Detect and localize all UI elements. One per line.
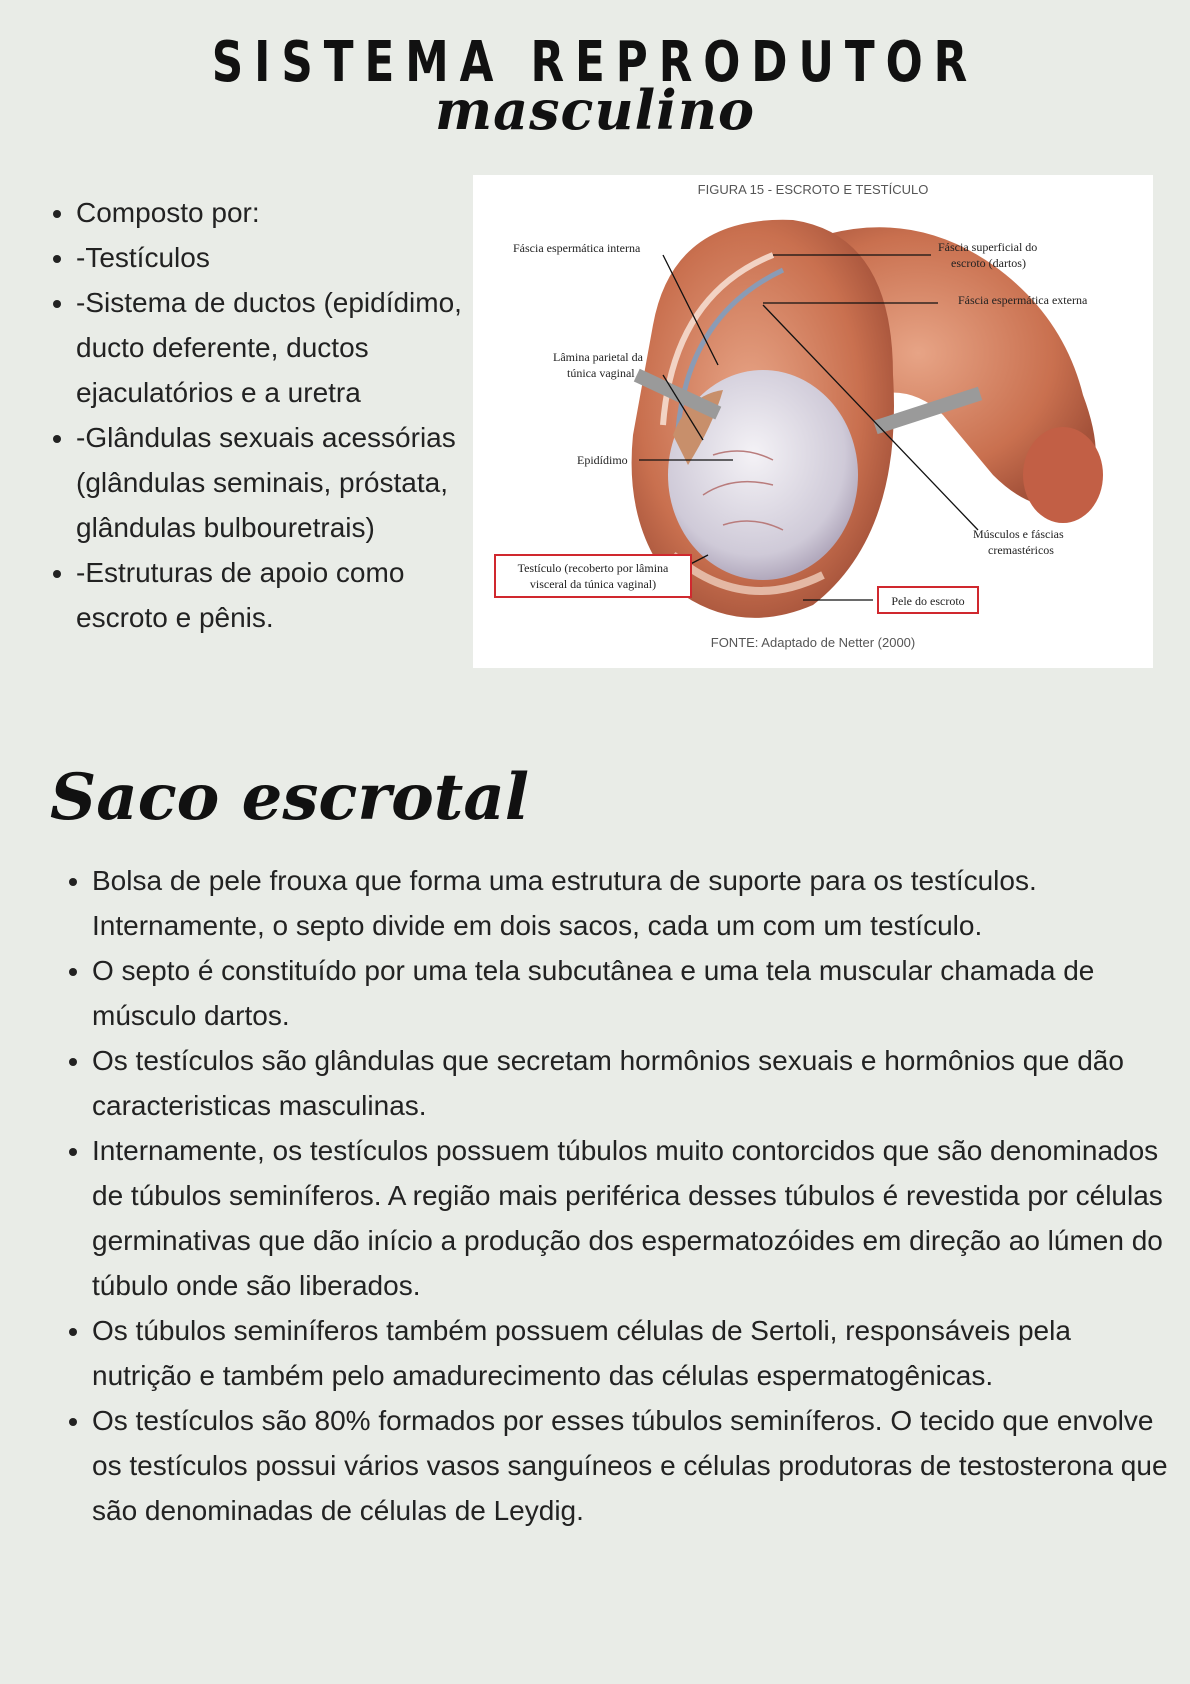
label-lamina-parietal: Lâmina parietal da xyxy=(553,350,643,364)
section-title: Saco escrotal xyxy=(50,760,530,835)
figure-caption: FIGURA 15 - ESCROTO E TESTÍCULO xyxy=(697,182,929,197)
page-title: SISTEMA REPRODUTOR xyxy=(211,30,979,95)
list-item: • Os testículos são 80% formados por esses túbulos seminíferos. O tecido que envolve os testículos possui vários vasos sanguíneos e células produtoras de testosterona que são denominadas de células de Leydig. xyxy=(92,1398,1172,1533)
list-item: • -Estruturas de apoio como escroto e pênis. xyxy=(76,550,496,640)
figure-source: FONTE: Adaptado de Netter (2000) xyxy=(710,635,916,650)
label-lamina-parietal: túnica vaginal xyxy=(567,366,635,380)
list-item: • -Testículos xyxy=(76,235,496,280)
label-fascia-superficial: Fáscia superficial do xyxy=(938,240,1038,254)
list-item: • Bolsa de pele frouxa que forma uma estrutura de suporte para os testículos. Internamente, o septo divide em dois sacos, cada um com um testículo. xyxy=(92,858,1172,948)
list-item: • Composto por: xyxy=(76,190,496,235)
list-item: • Os testículos são glândulas que secretam hormônios sexuais e hormônios que dão caracteristicas masculinas. xyxy=(92,1038,1172,1128)
list-item: • Os túbulos seminíferos também possuem células de Sertoli, responsáveis pela nutrição e também pelo amadurecimento das células espermatogênicas. xyxy=(92,1308,1172,1398)
label-testiculo: visceral da túnica vaginal) xyxy=(529,577,657,591)
section-list xyxy=(58,858,1172,1533)
list-item: • O septo é constituído por uma tela subcutânea e uma tela muscular chamada de músculo dartos. xyxy=(92,948,1172,1038)
label-epididimo: Epidídimo xyxy=(577,453,628,467)
label-musculos: Músculos e fáscias xyxy=(973,527,1064,541)
label-testiculo: Testículo (recoberto por lâmina xyxy=(517,561,669,575)
list-item: • Internamente, os testículos possuem túbulos muito contorcidos que são denominados de túbulos seminíferos. A região mais periférica desses túbulos é revestida por células germinativas que dão início a produção dos espermatozóides em direção ao lúmen do túbulo onde são liberados. xyxy=(92,1128,1172,1308)
label-fascia-superficial: escroto (dartos) xyxy=(951,256,1026,270)
label-pele: Pele do escroto xyxy=(891,594,965,608)
label-musculos: cremastéricos xyxy=(988,543,1054,557)
list-item: • -Sistema de ductos (epidídimo, ducto deferente, ductos ejaculatórios e a uretra xyxy=(76,280,496,415)
anatomy-illustration xyxy=(473,175,1153,668)
label-fascia-interna: Fáscia espermática interna xyxy=(513,241,641,255)
anatomy-figure xyxy=(473,175,1153,668)
label-fascia-externa: Fáscia espermática externa xyxy=(958,293,1088,307)
page-subtitle: masculino xyxy=(435,78,755,142)
intro-list xyxy=(44,190,496,640)
glans-shape xyxy=(1023,427,1103,523)
list-item: • -Glândulas sexuais acessórias (glândulas seminais, próstata, glândulas bulbouretrais) xyxy=(76,415,496,550)
